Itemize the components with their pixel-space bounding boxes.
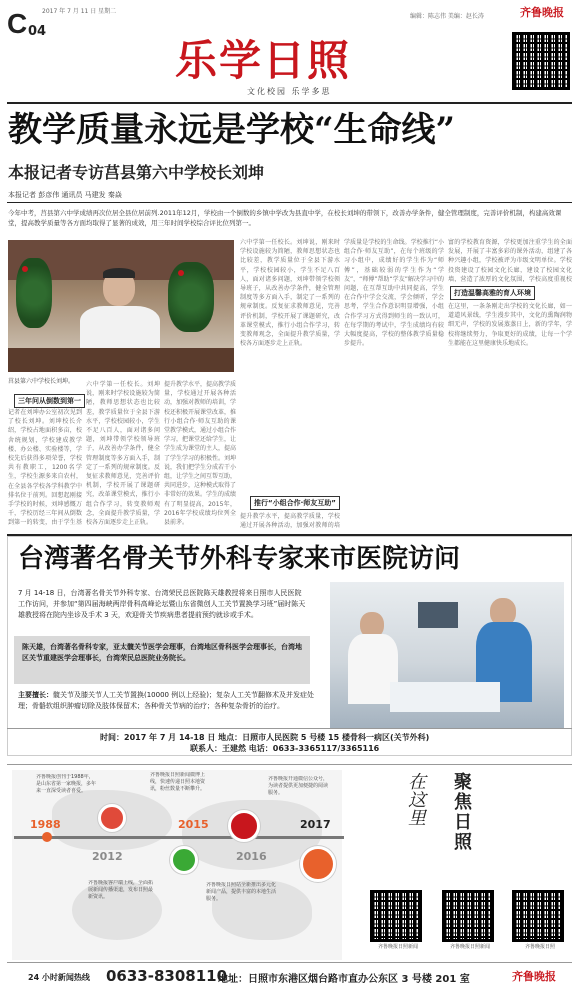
article-column-4: 在这里，一条条刚走出学校的文化长廊，如一道道风景线，学生漫步其中，文化的熏陶润物细无声，学校的发展蒸蒸日上，新的学年，学校将继续努力，争取更好的成绩，让每一个学生都能在这里健康快乐地成长。 bbox=[448, 303, 572, 347]
date-line: 2017 年 7 月 11 日 星期二 bbox=[42, 8, 117, 15]
hotline-label: 24 小时新闻热线 bbox=[28, 973, 90, 982]
qr-code-header bbox=[512, 32, 570, 90]
ad-photo bbox=[330, 582, 564, 728]
article-column-3: 学质量是学校的生命线。学校推行“小组合作·师友互助”，在每个班级的学习小组中，成绩好的学生作为“师傅”，基础较弱的学生作为“学友”，“师傅”帮助“学友”解决学习中的问题，在互帮互助中共同提高，学生在合作中学会交流，学会倾听，学会思考，学生合作意识明显增强，小组合作学习方式得到师生的一致认可，在每学期的考试中，学生成绩均有较大幅度提高，学校的整体教学质量稳步提升。 bbox=[344, 239, 444, 348]
brand-logo-top: 齐鲁晚报 bbox=[520, 6, 564, 19]
byline-rule bbox=[7, 202, 572, 203]
weibo-icon bbox=[98, 804, 126, 832]
section-heading-2: 推行“小组合作·师友互助” bbox=[250, 496, 340, 510]
section-heading-3: 打造温馨高雅的育人环境 bbox=[450, 286, 535, 300]
year-2012: 2012 bbox=[92, 850, 123, 863]
blurb-2: 齐鲁晚报日照新闻微博上线，快速传递日照本地资讯，粉丝数量不断攀升。 bbox=[150, 772, 206, 792]
wechat-icon bbox=[170, 846, 198, 874]
article-column-1b: 六中学第一任校长。刘坤说，刚来时学校设施较为简陋，教师思想状态也比较差，教学质量位于全县下游水平，学校校园较小，学生不足八百人，面对诸多问题，刘坤带领学校领导班子，从改善办学条件，健全管理制度等多方面入手，制定了一系列的规章制度。反复征求教师意见，完善评价机制，学校开展了课题研究，改革课堂模式，推行小组合作学习，转变教师观念，全面提升教学质量，学校各方面逐步走上正轨。 bbox=[86, 381, 160, 527]
promo-calligraphy: 在这里 bbox=[405, 772, 426, 826]
photo-caption: 莒县第六中学校长刘坤。 bbox=[8, 378, 75, 385]
qr-caption-2: 齐鲁晚报日照新闻 bbox=[449, 944, 490, 950]
ad-headline: 台湾著名骨关节外科专家来市医院访问 bbox=[18, 544, 461, 574]
qr-caption-1: 齐鲁晚报日照新闻 bbox=[377, 944, 418, 950]
blurb-4: 齐鲁晚报客户端上线，全面拓展新闻传播渠道，发布日照最新资讯。 bbox=[88, 880, 154, 900]
article-column-2-tail: 提升教学水平，提高教学质量，学校通过开展各种活动，加强对教师的培 bbox=[240, 513, 340, 530]
orange-app-icon bbox=[300, 846, 336, 882]
article-column-4-top: 富的学校教育资源，学校更加注重学生的全面发展，开展了丰富多彩的课外活动，组建了各种兴趣小组，学校被评为市级文明单位。学校投资建设了校园文化长廊，建设了校园文化墙，营造了浓厚的文化氛围，学校高度重视校 bbox=[448, 239, 572, 282]
article-subheadline: 本报记者专访莒县第六中学校长刘坤 bbox=[8, 163, 265, 182]
section-heading-1: 三年问从倒数到第一 bbox=[14, 394, 85, 408]
header-rule bbox=[7, 102, 572, 104]
blurb-1: 齐鲁晚报创刊于1988年，是山东省第一家晚报，多年来一直深受读者喜爱。 bbox=[36, 774, 97, 794]
qr-code-2 bbox=[442, 890, 494, 942]
promo-title: 聚焦日照 bbox=[451, 772, 472, 852]
article-headline: 教学质量永远是学校“生命线” bbox=[8, 110, 456, 150]
footer-address: 地址：日照市东港区烟台路市直办公东区 3 号楼 201 室 bbox=[218, 974, 470, 985]
specialty-label: 主要擅长： bbox=[18, 691, 53, 699]
ad-divider bbox=[7, 728, 572, 729]
article-column-1c: 提升教学水平，提高教学质量，学校通过开展各种活动，加强对教师的培训，学校还积极开展课堂改革，推行小组合作·师友互助的课堂教学模式，通过小组合作学习，把课堂还给学生，让学生成为课堂的主人，提高了学生学习的积极性。刘坤说，我们把学生分成若干小组，让学生之间互帮互助，共同进步，这种模式取得了非常好的效果。学生的成绩有了明显提高，2015年，2016年学校成绩均位列全县前茅。 bbox=[164, 381, 236, 527]
specialty-text: 髋关节及膝关节人工关节置换(10000 例以上经验)；复杂人工关节翻修术及并发症处理；骨骼软组织肿瘤切除及肢体保留术；各种骨关节病的治疗；各种复杂骨折的治疗。 bbox=[18, 691, 314, 710]
year-2015: 2015 bbox=[178, 818, 209, 831]
page-number: 04 bbox=[28, 24, 47, 39]
timeline-line bbox=[14, 836, 344, 839]
brand-logo-footer: 齐鲁晚报 bbox=[512, 970, 556, 983]
qr-caption-3: 齐鲁晚报日照 bbox=[524, 944, 555, 950]
blurb-5: 齐鲁晚报日照站全新推出多元化新闻产品，提供丰富的本地生活服务。 bbox=[206, 882, 277, 902]
masthead: 乐学日照 bbox=[175, 36, 352, 85]
blurb-3: 齐鲁晚报开通微信公众号，为读者提供更加便捷的阅读服务。 bbox=[268, 776, 329, 796]
article-column-1: 记者在刘坤办公室初次见到了校长刘坤。刘坤校长介绍，学校占地面积多亩，校舍统规划，学校建成教学楼、办公楼、实验楼等，学校先后获得多项荣誉，学校共有教职工，1200名学生，学校生源多来自农村，在全县各学校各学科教学中排名位于前列。回想起刚接手学校的时候，刘坤感慨万千，学校历经三年间从倒数到第一的转变，由于学生基 bbox=[8, 409, 82, 527]
footer-rule bbox=[7, 962, 572, 963]
ad-time-line: 时间：2017 年 7 月 14-18 日 地点：日照市人民医院 5 号楼 15 楼骨科一病区(关节外科) bbox=[100, 733, 430, 742]
ad-specialty bbox=[18, 690, 318, 712]
principal-photo bbox=[8, 240, 234, 372]
ad-contact-line: 联系人：王建然 电话：0633-3365117/3365116 bbox=[190, 744, 380, 753]
ad-paragraph-2: 陈天雄，台湾著名骨科专家，亚太髋关节医学会理事，台湾地区骨科医学会理事长，台湾地区关节重建医学会理事长，台湾荣民总医院业务院长。 bbox=[22, 643, 302, 662]
article-column-2: 六中学第一任校长。刘坤说，刚来时学校设施较为简陋，教师思想状态也比较差，教学质量位于全县下游水平，学校校园较小，学生不足八百人，面对诸多问题，刘坤带领学校领导班子，从改善办学条件，健全管理制度等多方面入手，制定了一系列的规章制度。反复征求教师意见，完善评价机制，学校开展了课题研究，改革课堂模式，推行小组合作学习，转变教师观念，全面提升教学质量，学校各方面逐步走上正轨。 bbox=[240, 239, 340, 348]
qr-code-3 bbox=[512, 890, 564, 942]
slogan: 文化校园 乐学多思 bbox=[247, 87, 332, 96]
section-letter: C bbox=[7, 8, 28, 39]
hotline-number: 0633-8308110 bbox=[106, 967, 228, 985]
article-lead: 今年中考，莒县第六中学成绩再次位居全县位居前列.2011年12月，学校由一个倒数的乡镇中学改为县直中学，在校长刘坤的带领下，改善办学条件，健全管理制度，完善评价机制，构建高效课堂，提高教学质量等各方面均取得了显著的成效，用三年时间学校综合评比位列第一。 bbox=[8, 209, 562, 227]
app-icon bbox=[228, 810, 260, 842]
ad-paragraph-1: 7 月 14-18 日，台湾著名骨关节外科专家、台湾荣民总医院陈天雄教授将来日照市人民医院工作访问，并参加“第四届海峡两岸骨科高峰论坛暨山东省微创人工关节置换学习班”届时陈天雄教授将在院内坐诊及手术 3 天，欢迎骨关节疾病患者提前预约就诊或手术。 bbox=[18, 589, 306, 619]
ad-doctor-box bbox=[14, 636, 310, 684]
byline: 本报记者 彭彦伟 通讯员 马建发 秦焱 bbox=[8, 191, 122, 199]
qr-code-1 bbox=[370, 890, 422, 942]
timeline-dot-1988 bbox=[42, 832, 52, 842]
editor-line: 编辑：陈志伟 美编：赵长涛 bbox=[410, 13, 484, 20]
year-1988: 1988 bbox=[30, 818, 61, 831]
year-2016: 2016 bbox=[236, 850, 267, 863]
year-2017: 2017 bbox=[300, 818, 331, 831]
